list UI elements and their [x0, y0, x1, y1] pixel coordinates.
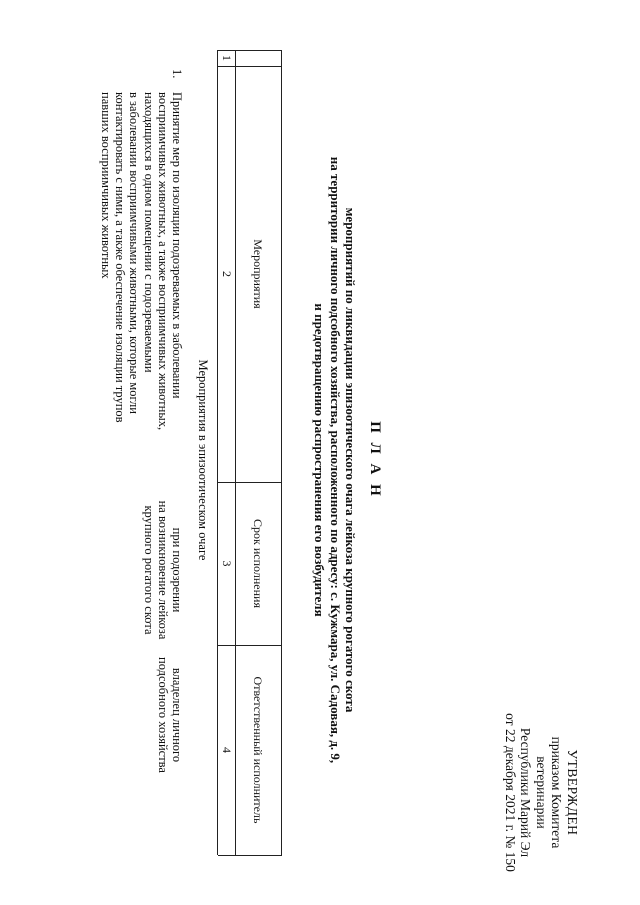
- header-measures: Мероприятия: [251, 239, 265, 309]
- responsible-line: подсобного хозяйства: [155, 657, 170, 773]
- measure-text: [99, 92, 184, 504]
- deadline-text: [141, 500, 184, 640]
- plan-heading: П Л А Н: [367, 421, 383, 499]
- title-line: мероприятий по ликвидации эпизоотического очага лейкоза крупного рогатого скота: [343, 207, 359, 713]
- measure-line: находящихся в одном помещении с подозреваемыми: [141, 92, 156, 373]
- table-number-divider: [217, 50, 218, 855]
- row-number: 1.: [170, 69, 184, 79]
- measure-line: восприимчивых животных, а также восприимчивых животных,: [155, 92, 170, 431]
- responsible-line: владелец личного: [170, 667, 184, 763]
- column-number: 2: [220, 271, 234, 277]
- table-header-divider: [235, 50, 236, 855]
- column-number: 4: [220, 747, 234, 753]
- deadline-line: крупного рогатого скота: [141, 505, 156, 635]
- deadline-line: при подозрении: [170, 527, 184, 613]
- approval-heading: УТВЕРЖДЕН: [565, 749, 580, 836]
- approval-stamp: [503, 705, 581, 880]
- column-number: 3: [220, 560, 234, 567]
- header-deadline: Срок исполнения: [251, 519, 265, 608]
- approval-line: приказом Комитета ветеринарии: [534, 736, 565, 849]
- measure-line: Принятие мер по изоляции подозреваемых в заболевании: [170, 92, 184, 399]
- measure-line: в заболевании восприимчивыми животными, которые могли: [127, 92, 142, 414]
- document-title: [312, 120, 382, 800]
- title-line: на территории личного подсобного хозяйства, расположенного по адресу: с. Кужмара, ул. Садовая, д. 9,: [328, 156, 343, 764]
- approval-line: от 22 декабря 2021 г. № 150: [503, 713, 518, 872]
- measure-line: контактировать с ними, а также обеспечение изоляции трупов: [113, 92, 128, 423]
- table-top-border: [281, 50, 282, 855]
- column-number: 1: [220, 55, 234, 61]
- measure-line: павших восприимчивых животных: [98, 92, 113, 279]
- header-responsible: Ответственный исполнитель: [251, 676, 265, 824]
- deadline-line: на возникновение лейкоза: [155, 500, 170, 640]
- table-column-divider: [218, 855, 282, 856]
- title-line: и предотвращению распространения его возбудителя: [312, 303, 328, 617]
- section-title: Мероприятия в эпизоотическом очаге: [196, 359, 210, 561]
- approval-line: Республики Марий Эл: [518, 727, 534, 858]
- responsible-text: [156, 640, 184, 790]
